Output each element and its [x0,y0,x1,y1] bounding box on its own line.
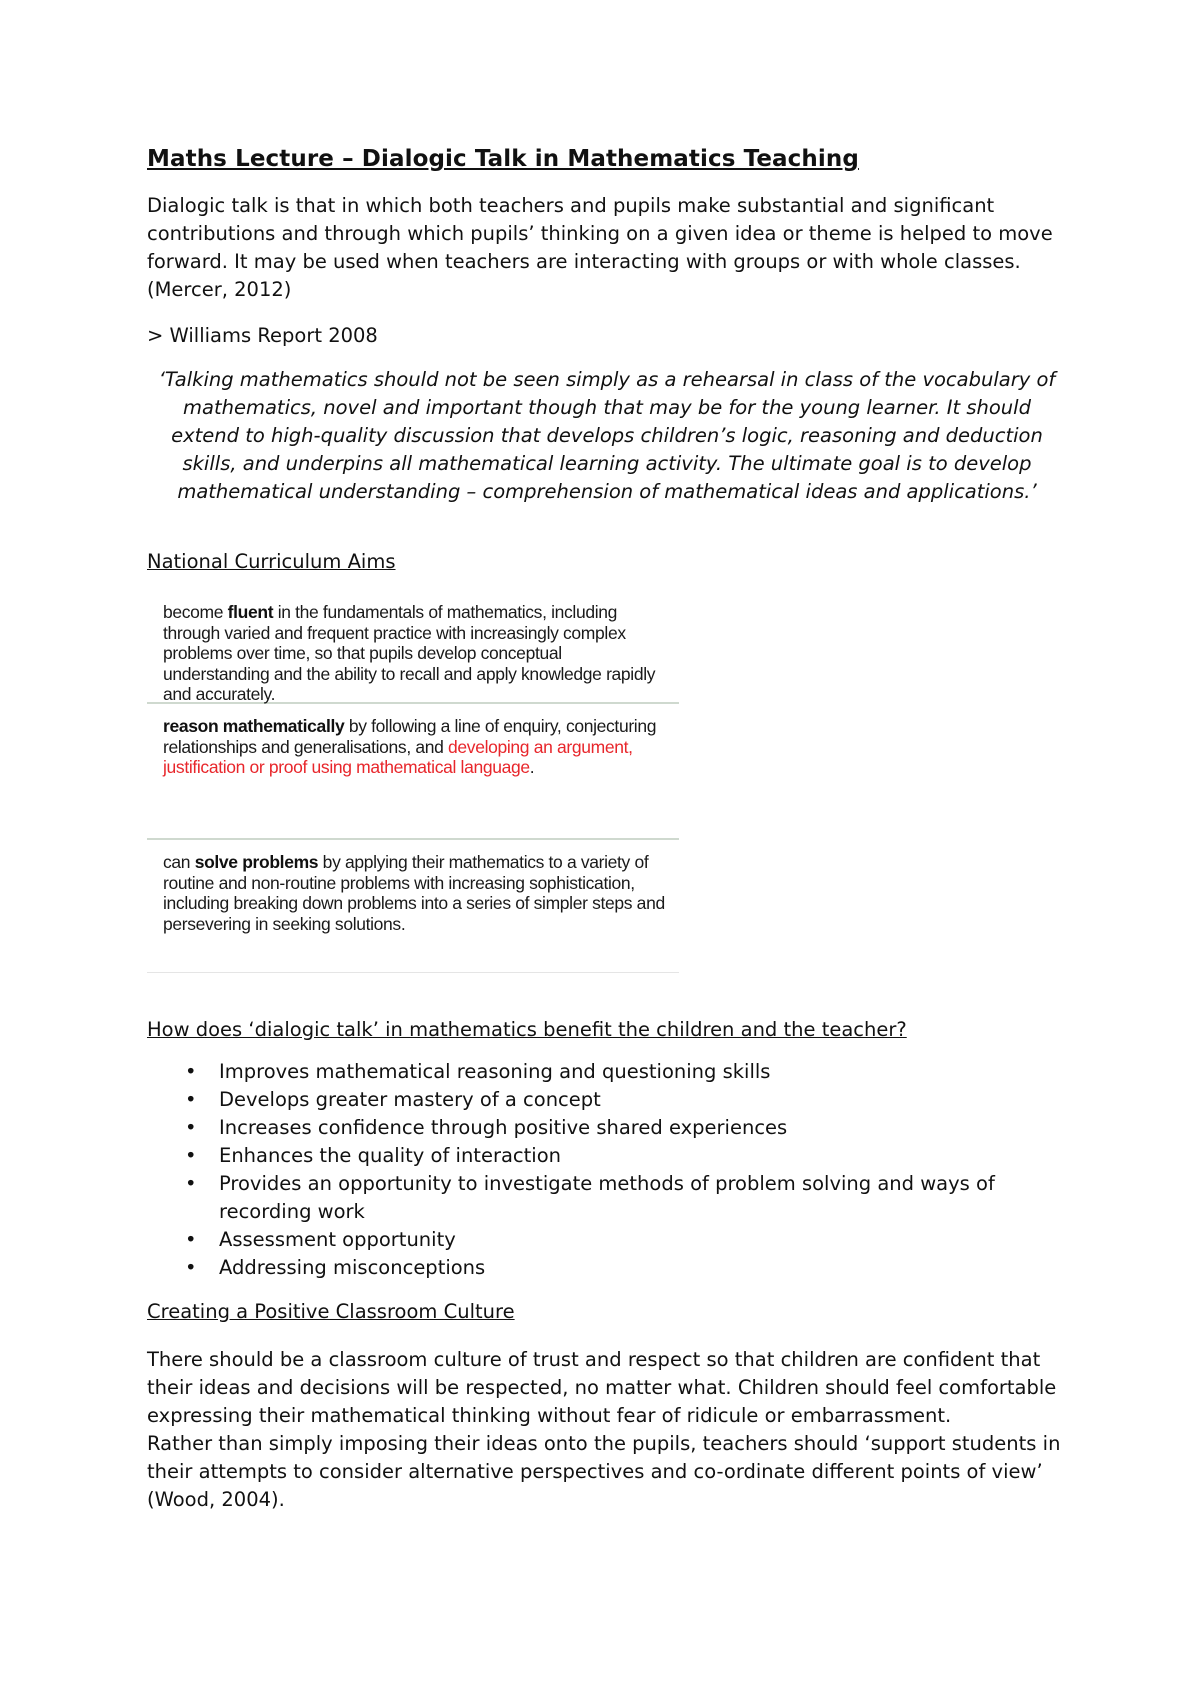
list-item [147,1086,1067,1114]
aim-3-pre: can [163,852,195,872]
bullet-icon: • [185,1060,197,1083]
aim-2-post: . [529,757,535,777]
page-title: Maths Lecture – Dialogic Talk in Mathematics Teaching [147,146,859,172]
bullet-icon: • [185,1228,197,1251]
aim-solve-problems [147,838,679,973]
list-item [147,1170,1067,1226]
aim-1-keyword: fluent [227,602,274,622]
list-item [147,1114,1067,1142]
list-item-text: Addressing misconceptions [219,1256,486,1279]
list-item-text: Improves mathematical reasoning and questioning skills [219,1060,771,1083]
list-item-text: Develops greater mastery of a concept [219,1088,601,1111]
intro-paragraph: Dialogic talk is that in which both teachers and pupils make substantial and significant contributions and through which pupils’ thinking on a given idea or theme is helped to move forward. It may be used when teachers are interacting with groups or with whole classes. (Mercer, 2012) [147,194,1053,301]
aim-2-keyword: reason mathematically [163,716,345,736]
benefit-list [147,1058,1067,1282]
list-item-text: Enhances the quality of interaction [219,1144,561,1167]
list-item [147,1254,1067,1282]
bullet-icon: • [185,1116,197,1139]
benefit-heading: How does ‘dialogic talk’ in mathematics benefit the children and the teacher? [147,1018,907,1041]
report-reference: > Williams Report 2008 [147,324,378,347]
list-item-text: Increases confidence through positive shared experiences [219,1116,788,1139]
aim-2-text: by following a line of enquiry, conjecturing relationships and generalisations, and [163,716,657,757]
aim-1-text: in the fundamentals of mathematics, including through varied and frequent practice with increasingly complex problems over time, so that pupils develop conceptual understanding and the ability to recall and apply knowledge rapidly and accurately. [163,602,656,704]
list-item [147,1058,1067,1086]
bullet-icon: • [185,1256,197,1279]
culture-paragraph-1: There should be a classroom culture of trust and respect so that children are confident that their ideas and decisions will be respected, no matter what. Children should feel comfortable expressing their mathematical thinking without fear of ridicule or embarrassment. [147,1348,1057,1427]
list-item [147,1142,1067,1170]
aim-3-keyword: solve problems [194,852,319,872]
bullet-icon: • [185,1144,197,1167]
culture-paragraph-2: Rather than simply imposing their ideas onto the pupils, teachers should ‘support students in their attempts to consider alternative perspectives and co-ordinate different points of view’ (Wood, 2004). [147,1432,1061,1511]
list-item-text: Provides an opportunity to investigate methods of problem solving and ways of recording work [219,1172,995,1223]
aim-1-pre: become [163,602,228,622]
bullet-icon: • [185,1172,197,1195]
williams-quote: ‘Talking mathematics should not be seen simply as a rehearsal in class of the vocabulary of mathematics, novel and important though that may be for the young learner. It should extend to high-quality discussion that develops children’s logic, reasoning and deduction skills, and underpins all mathematical learning activity. The ultimate goal is to develop mathematical understanding – comprehension of mathematical ideas and applications.’ [158,368,1056,503]
aim-fluent [147,590,679,702]
national-curriculum-heading: National Curriculum Aims [147,550,396,573]
aim-3-text: by applying their mathematics to a variety of routine and non-routine problems with increasing sophistication, including breaking down problems into a series of simpler steps and persevering in seeking solutions. [163,852,665,934]
aim-2-highlight: developing an argument, justification or proof using mathematical language [163,736,633,777]
aim-reason [147,702,679,838]
culture-section [147,1346,1067,1514]
list-item [147,1226,1067,1254]
curriculum-aims-figure [147,590,679,973]
list-item-text: Assessment opportunity [219,1228,456,1251]
bullet-icon: • [185,1088,197,1111]
culture-heading: Creating a Positive Classroom Culture [147,1300,515,1323]
